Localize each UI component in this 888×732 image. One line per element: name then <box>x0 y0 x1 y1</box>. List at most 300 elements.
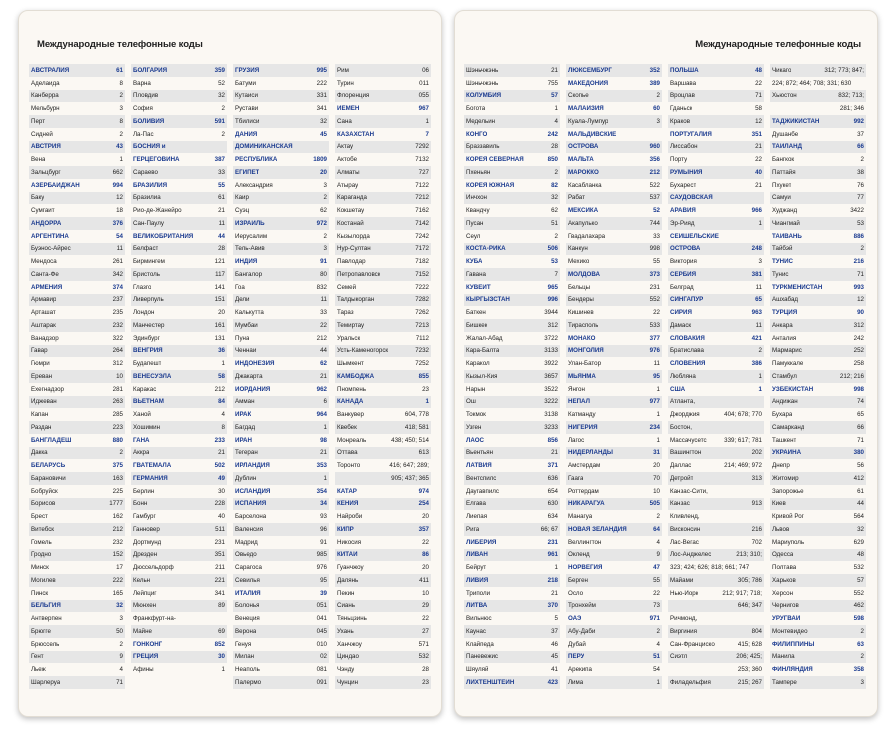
city-row <box>131 498 227 511</box>
dial-code: 4 <box>221 411 225 419</box>
dial-code: 994 <box>112 181 123 189</box>
city-name: Любляна <box>670 372 696 380</box>
city-name: Бангкок <box>772 156 795 164</box>
country-name: ЛАТВИЯ <box>466 462 492 470</box>
city-row <box>131 408 227 421</box>
city-row <box>29 319 125 332</box>
city-row <box>770 574 866 587</box>
city-row <box>566 574 662 587</box>
dial-code: 62 <box>551 207 558 215</box>
country-name: АВСТРАЛИЯ <box>31 66 70 74</box>
dial-code: 38 <box>857 168 864 176</box>
dial-code: 9 <box>119 653 123 661</box>
dial-code: 141 <box>214 283 225 291</box>
dial-code: 11 <box>218 219 225 227</box>
city-name: Могилев <box>31 576 56 584</box>
city-name: Сан-Паулу <box>133 219 164 227</box>
country-name: ЕГИПЕТ <box>235 168 260 176</box>
dial-code: 11 <box>755 283 762 291</box>
city-name: Одесса <box>772 551 794 559</box>
dial-code: 662 <box>112 168 123 176</box>
country-name: НИДЕРЛАНДЫ <box>568 449 613 457</box>
dial-code: 131 <box>214 334 225 342</box>
dial-code: 537 <box>649 194 660 202</box>
city-name: Ташкент <box>772 436 797 444</box>
city-name: Бразилиа <box>133 194 161 202</box>
city-row <box>566 255 662 268</box>
country-row <box>668 268 764 281</box>
country-name: США <box>670 385 686 393</box>
dial-code: 151 <box>214 296 225 304</box>
city-row <box>29 357 125 370</box>
city-name: Дакка <box>31 449 48 457</box>
country-row <box>131 64 227 77</box>
city-name: Гоа <box>235 283 245 291</box>
city-name: Инчхон <box>466 194 487 202</box>
city-name: Милан <box>235 653 255 661</box>
country-row <box>29 459 125 472</box>
country-row <box>668 306 764 319</box>
country-row <box>29 179 125 192</box>
dial-code: 354 <box>316 487 327 495</box>
dial-code: 74 <box>857 398 864 406</box>
dial-code: 2 <box>656 513 660 521</box>
city-name: Бирмингем <box>133 258 165 266</box>
city-name: Узген <box>466 423 482 431</box>
city-row <box>668 153 764 166</box>
city-row <box>770 459 866 472</box>
country-name: ТАДЖИКИСТАН <box>772 117 820 125</box>
dial-code: 22 <box>653 589 660 597</box>
city-name: Лиепая <box>466 513 488 521</box>
dial-code: 212; 216 <box>839 372 864 380</box>
country-row <box>131 141 227 154</box>
city-name: Мехико <box>568 258 590 266</box>
dial-code: 438; 450; 514 <box>391 436 429 444</box>
dial-code: 387 <box>214 156 225 164</box>
city-name: Мадрид <box>235 538 258 546</box>
city-row <box>233 651 329 664</box>
country-name: МАЛЬТА <box>568 156 594 164</box>
city-name: Витебск <box>31 525 54 533</box>
dial-code: 339; 617; 781 <box>724 436 762 444</box>
city-row <box>770 485 866 498</box>
city-name: Чернигов <box>772 602 799 610</box>
dial-code: 654 <box>547 487 558 495</box>
city-row <box>770 217 866 230</box>
country-name: КЫРГЫЗСТАН <box>466 296 510 304</box>
dial-code: 305; 786 <box>737 576 762 584</box>
dial-code: 71 <box>755 92 762 100</box>
dial-code: 370 <box>547 602 558 610</box>
page-title: Международные телефонные коды <box>695 39 861 50</box>
country-row <box>464 459 560 472</box>
city-name: Сумгаит <box>31 207 55 215</box>
city-name: Даугавпилс <box>466 487 500 495</box>
city-name: Валенсия <box>235 525 263 533</box>
dial-code: 1 <box>656 436 660 444</box>
country-name: ВЕЛИКОБРИТАНИЯ <box>133 232 194 240</box>
dial-code: 232 <box>112 321 123 329</box>
city-name: Массачусетс <box>670 436 707 444</box>
dial-code: 58 <box>218 372 225 380</box>
country-row <box>233 255 329 268</box>
dial-code: 1 <box>221 666 225 674</box>
dial-code: 65 <box>857 411 864 419</box>
dial-code: 3722 <box>544 334 558 342</box>
city-row <box>335 204 431 217</box>
city-name: Кызылорда <box>337 232 370 240</box>
dial-code: 242 <box>547 130 558 138</box>
dial-code: 091 <box>316 678 327 686</box>
dial-code: 32 <box>551 194 558 202</box>
dial-code: 4 <box>119 666 123 674</box>
dial-code: 1 <box>656 411 660 419</box>
dial-code: 404; 678; 770 <box>724 411 762 419</box>
city-name: Лима <box>568 678 584 686</box>
dial-code: 285 <box>112 411 123 419</box>
dial-code: 2 <box>119 92 123 100</box>
country-row <box>566 447 662 460</box>
city-row <box>464 523 560 536</box>
dial-code: 353 <box>316 462 327 470</box>
city-row <box>233 676 329 689</box>
city-row <box>29 485 125 498</box>
dial-code: 2 <box>119 640 123 648</box>
dial-code: 9 <box>656 551 660 559</box>
code-column <box>131 64 227 689</box>
dial-code: 212 <box>214 385 225 393</box>
country-name: УРУГВАЙ <box>772 615 801 623</box>
country-row <box>668 204 764 217</box>
city-row <box>335 561 431 574</box>
country-name: МОНГОЛИЯ <box>568 347 604 355</box>
dial-code: 44 <box>857 500 864 508</box>
city-name: Оттава <box>337 449 358 457</box>
city-row <box>770 421 866 434</box>
city-name: Сидней <box>31 130 53 138</box>
city-row <box>131 128 227 141</box>
dial-code: 62 <box>320 360 327 368</box>
city-name: Катманду <box>568 411 596 419</box>
city-row <box>464 561 560 574</box>
city-row <box>233 294 329 307</box>
city-row <box>335 600 431 613</box>
dial-code: 222 <box>316 79 327 87</box>
country-row <box>464 536 560 549</box>
country-name: ЛИВИЯ <box>466 576 489 584</box>
dial-code: 231 <box>547 538 558 546</box>
city-row <box>29 243 125 256</box>
country-name: КАЗАХСТАН <box>337 130 375 138</box>
city-name: Александрия <box>235 181 273 189</box>
city-name: София <box>133 105 153 113</box>
city-name: Ехегнадзор <box>31 385 64 393</box>
city-name: Амман <box>235 398 255 406</box>
city-name: Тронхейм <box>568 602 596 610</box>
city-row <box>770 179 866 192</box>
city-row <box>566 676 662 689</box>
dial-code: 213; 310; <box>736 551 762 559</box>
city-name: Атырау <box>337 181 359 189</box>
city-name: Тирасполь <box>568 321 599 329</box>
city-row <box>770 536 866 549</box>
country-row <box>335 396 431 409</box>
country-row <box>668 230 764 243</box>
dial-code: 375 <box>112 462 123 470</box>
city-row <box>770 561 866 574</box>
dial-code: 964 <box>316 411 327 419</box>
dial-code: 2 <box>860 245 864 253</box>
city-name: Самарканд <box>772 423 805 431</box>
dial-code: 237 <box>112 296 123 304</box>
city-row <box>668 447 764 460</box>
city-name: Каракол <box>466 360 490 368</box>
city-row <box>464 319 560 332</box>
dial-code: 532 <box>418 653 429 661</box>
columns-right <box>464 64 866 689</box>
page-title: Международные телефонные коды <box>37 39 203 50</box>
country-row <box>668 128 764 141</box>
city-name: Борисов <box>31 500 56 508</box>
country-row <box>566 64 662 77</box>
city-row <box>668 612 764 625</box>
dial-code: 02 <box>320 653 327 661</box>
dial-code: 3522 <box>544 385 558 393</box>
city-name: Варна <box>133 79 151 87</box>
city-row <box>770 192 866 205</box>
country-row <box>233 408 329 421</box>
city-name: Андижан <box>772 398 798 406</box>
city-row <box>335 651 431 664</box>
city-row <box>668 281 764 294</box>
dial-code: 381 <box>751 270 762 278</box>
city-name: Лас-Вегас <box>670 538 699 546</box>
dial-code: 1 <box>758 372 762 380</box>
dial-code: 974 <box>418 487 429 495</box>
city-row <box>131 294 227 307</box>
dial-code: 162 <box>112 513 123 521</box>
city-name: Глазго <box>133 283 152 291</box>
dial-code: 212 <box>316 334 327 342</box>
dial-code: 37 <box>551 627 558 635</box>
country-name: ГВАТЕМАЛА <box>133 462 172 470</box>
dial-code: 880 <box>112 436 123 444</box>
city-row <box>29 612 125 625</box>
country-name: ИРЛАНДИЯ <box>235 462 270 470</box>
dial-code: 995 <box>316 66 327 74</box>
city-name: Тампере <box>772 678 797 686</box>
city-name: Лиссабон <box>670 143 698 151</box>
dial-code: 20 <box>422 564 429 572</box>
city-name: Капан <box>31 411 49 419</box>
dial-code: 62 <box>320 207 327 215</box>
country-name: ГРЕЦИЯ <box>133 653 159 661</box>
city-row <box>566 472 662 485</box>
city-name: Темиртау <box>337 321 365 329</box>
city-row <box>335 587 431 600</box>
dial-code: 3 <box>119 615 123 623</box>
country-name: ФИНЛЯНДИЯ <box>772 666 813 674</box>
dial-code: 48 <box>755 66 762 74</box>
country-name: МАЛЬДИВСКИЕ <box>568 130 617 138</box>
city-row <box>131 510 227 523</box>
city-name: Арекипа <box>568 666 592 674</box>
city-name: Ченнаи <box>235 347 257 355</box>
country-name: КАМБОДЖА <box>337 372 375 380</box>
dial-code: 322 <box>112 334 123 342</box>
code-column <box>770 64 866 689</box>
city-row <box>233 192 329 205</box>
city-row <box>131 332 227 345</box>
dial-code: 222 <box>112 576 123 584</box>
city-name: Окленд <box>568 551 590 559</box>
city-row <box>335 383 431 396</box>
dial-code: 248 <box>751 245 762 253</box>
city-name: Акапулько <box>568 219 598 227</box>
city-row <box>464 141 560 154</box>
country-row <box>335 549 431 562</box>
city-row <box>668 523 764 536</box>
city-name: Сарагоса <box>235 564 262 572</box>
city-row <box>668 536 764 549</box>
city-row <box>131 549 227 562</box>
country-row <box>29 217 125 230</box>
city-row <box>566 243 662 256</box>
city-row <box>770 357 866 370</box>
city-row <box>464 115 560 128</box>
city-name: Тунис <box>772 270 789 278</box>
city-name: Роттердам <box>568 487 599 495</box>
dial-code: 31 <box>653 449 660 457</box>
dial-code: 63 <box>857 640 864 648</box>
city-row <box>464 64 560 77</box>
dial-code: 69 <box>218 627 225 635</box>
city-name: Сиэтл <box>670 653 688 661</box>
country-name: АЗЕРБАЙДЖАН <box>31 181 80 189</box>
city-row <box>668 115 764 128</box>
country-row <box>233 485 329 498</box>
city-name: Жалал-Абад <box>466 334 503 342</box>
city-name: Иерусалим <box>235 232 268 240</box>
city-row <box>464 102 560 115</box>
city-name: Циндао <box>337 653 359 661</box>
city-name: Сиань <box>337 602 356 610</box>
city-row <box>29 574 125 587</box>
city-row <box>131 447 227 460</box>
country-row <box>233 383 329 396</box>
city-name: Лондон <box>133 309 155 317</box>
dial-code: 234 <box>649 423 660 431</box>
country-name: ИРАК <box>235 411 252 419</box>
city-row <box>29 370 125 383</box>
city-row <box>566 663 662 676</box>
dial-code: 4 <box>656 640 660 648</box>
city-name: Джорджия <box>670 411 700 419</box>
dial-code: 7142 <box>415 219 429 227</box>
country-row <box>131 179 227 192</box>
dial-code: 27 <box>422 627 429 635</box>
city-name: Чикаго <box>772 66 792 74</box>
city-row <box>29 523 125 536</box>
city-name: Гавар <box>31 347 48 355</box>
dial-code: 832 <box>316 283 327 291</box>
city-name: Мюнхен <box>133 602 157 610</box>
country-name: ДОМИНИКАНСКАЯ <box>235 143 293 151</box>
dial-code: 357 <box>418 525 429 533</box>
country-name: ГРУЗИЯ <box>235 66 260 74</box>
dial-code: 2 <box>656 92 660 100</box>
dial-code: 3222 <box>544 398 558 406</box>
dial-code: 312 <box>853 321 864 329</box>
city-name: Абу-Даби <box>568 627 596 635</box>
city-name: Квебек <box>337 423 357 431</box>
country-row <box>233 217 329 230</box>
dial-code: 22 <box>755 79 762 87</box>
city-row <box>464 625 560 638</box>
city-name: Токмок <box>466 411 486 419</box>
country-row <box>566 421 662 434</box>
city-name: Бухарест <box>670 181 697 189</box>
city-row <box>335 459 431 472</box>
dial-code: 421 <box>751 334 762 342</box>
city-row <box>335 536 431 549</box>
city-name: Найроби <box>337 513 363 521</box>
city-name: Нур-Султан <box>337 245 371 253</box>
country-name: ПОЛЬША <box>670 66 699 74</box>
city-row <box>131 319 227 332</box>
dial-code: 634 <box>547 513 558 521</box>
city-name: Мумбаи <box>235 321 258 329</box>
city-name: Монреаль <box>337 436 367 444</box>
city-name: Актау <box>337 143 354 151</box>
city-name: Аштарак <box>31 321 56 329</box>
city-row <box>335 319 431 332</box>
city-name: Сан-Франциско <box>670 640 715 648</box>
country-row <box>29 600 125 613</box>
dial-code: 7132 <box>415 156 429 164</box>
city-name: Иджеван <box>31 398 57 406</box>
city-name: Житомир <box>772 474 799 482</box>
country-row <box>770 383 866 396</box>
country-row <box>566 523 662 536</box>
city-row <box>29 115 125 128</box>
dial-code: 359 <box>214 66 225 74</box>
country-name: ИСЛАНДИЯ <box>235 487 271 495</box>
dial-code: 977 <box>649 398 660 406</box>
city-name: Манагуа <box>568 513 593 521</box>
dial-code: 43 <box>116 143 123 151</box>
city-name: Дюссельдорф <box>133 564 174 572</box>
dial-code: 1 <box>554 564 558 572</box>
dial-code: 29 <box>422 602 429 610</box>
city-name: Актобе <box>337 156 358 164</box>
country-name: ТУРКМЕНИСТАН <box>772 283 823 291</box>
country-name: ПЕРУ <box>568 653 585 661</box>
dial-code: 2 <box>860 653 864 661</box>
city-name: Караганда <box>337 194 367 202</box>
country-row <box>566 561 662 574</box>
country-name: ТУНИС <box>772 258 794 266</box>
city-row <box>668 510 764 523</box>
country-row <box>464 90 560 103</box>
dial-code: 22 <box>653 309 660 317</box>
country-row <box>770 663 866 676</box>
dial-code: 28 <box>218 245 225 253</box>
city-row <box>770 345 866 358</box>
city-row <box>464 651 560 664</box>
dial-code: 6 <box>323 398 327 406</box>
